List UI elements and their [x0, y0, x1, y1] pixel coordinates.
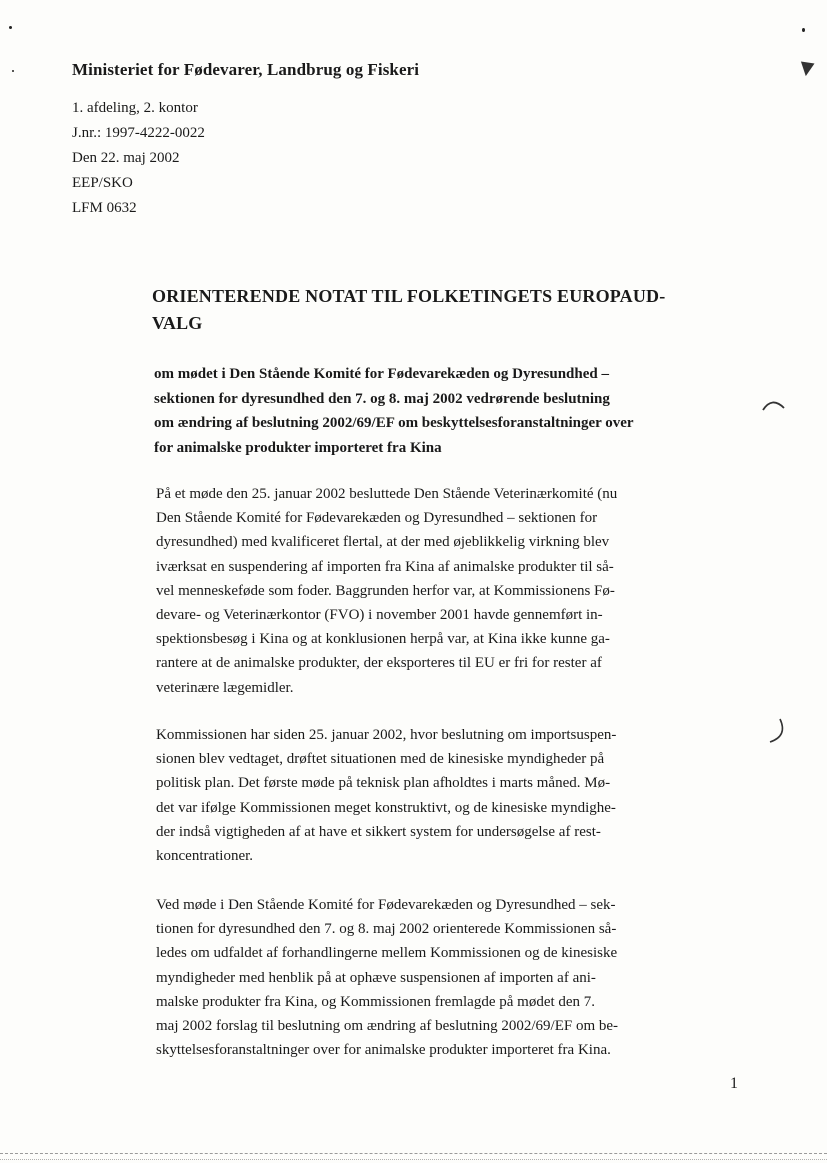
paragraph-line: vel menneskeføde som foder. Baggrunden herfor var, at Kommissionens Fø-	[156, 582, 615, 599]
subject-line: om mødet i Den Stående Komité for Fødevarekæden og Dyresundhed –	[154, 366, 609, 382]
title-line: VALG	[152, 313, 203, 333]
paragraph-line: koncentrationer.	[156, 848, 254, 865]
paragraph-line: der indså vigtigheden af at have et sikkert system for undersøgelse af rest-	[156, 823, 601, 840]
paragraph-line: iværksat en suspendering af importen fra Kina af animalske produkter til så-	[156, 558, 614, 575]
paragraph-line: maj 2002 forslag til beslutning om ændring af beslutning 2002/69/EF om be-	[156, 1018, 619, 1035]
scan-speck	[12, 70, 14, 72]
paragraph-line: politisk plan. Det første møde på teknisk plan afholdtes i marts måned. Mø-	[156, 775, 611, 792]
ministry-name: Ministeriet for Fødevarer, Landbrug og Fiskeri	[72, 60, 420, 79]
paragraph-line: Den Stående Komité for Fødevarekæden og Dyresundhed – sektionen for	[156, 510, 598, 527]
paragraph-commission-talks	[156, 723, 746, 868]
paragraph-line: skyttelsesforanstaltninger over for animalske produkter importeret fra Kina.	[156, 1042, 611, 1059]
document-subject	[154, 362, 744, 460]
subject-line: sektionen for dyresundhed den 7. og 8. maj 2002 vedrørende beslutning	[154, 390, 610, 407]
paragraph-line: myndigheder med henblik på at ophæve suspensionen af importen af ani-	[156, 969, 596, 986]
paragraph-line: rantere at de animalske produkter, der eksporteres til EU er fri for rester af	[156, 655, 602, 672]
subject-line: for animalske produkter importeret fra Kina	[154, 439, 442, 456]
meta-journal-number: J.nr.: 1997-4222-0022	[72, 125, 205, 141]
paragraph-line: På et møde den 25. januar 2002 besluttede Den Stående Veterinærkomité (nu	[156, 486, 618, 502]
paragraph-line: devare- og Veterinærkontor (FVO) i november 2001 havde gennemført in-	[156, 607, 603, 624]
meta-date: Den 22. maj 2002	[72, 150, 180, 166]
paragraph-line: dyresundhed) med kvalificeret flertal, at der med øjeblikkelig virkning blev	[156, 534, 610, 551]
page-number: 1	[730, 1075, 738, 1092]
meta-department: 1. afdeling, 2. kontor	[72, 100, 198, 116]
document-metadata	[72, 96, 205, 221]
scan-mark-arc-icon	[760, 394, 788, 420]
paragraph-line: sionen blev vedtaget, drøftet situationen med de kinesiske myndigheder på	[156, 751, 605, 768]
scan-speck	[802, 28, 805, 32]
scan-speck	[9, 26, 12, 29]
paragraph-line: veterinære lægemidler.	[156, 679, 294, 696]
paragraph-line: spektionsbesøg i Kina og at konklusionen herpå var, at Kina ikke kunne ga-	[156, 631, 610, 648]
scan-mark-bracket-icon	[766, 716, 790, 746]
paragraph-line: Kommissionen har siden 25. januar 2002, hvor beslutning om importsuspen-	[156, 727, 617, 743]
paragraph-line: tionen for dyresundhed den 7. og 8. maj 2002 orienterede Kommissionen så-	[156, 921, 617, 938]
title-line: ORIENTERENDE NOTAT TIL FOLKETINGETS EUROPAUD-	[152, 286, 666, 306]
paragraph-line: Ved møde i Den Stående Komité for Fødevarekæden og Dyresundhed – sek-	[156, 897, 616, 913]
paragraph-line: ledes om udfaldet af forhandlingerne mellem Kommissionen og de kinesiske	[156, 945, 618, 962]
meta-initials: EEP/SKO	[72, 175, 133, 191]
scan-mark-arrow-icon: ▼	[798, 57, 816, 80]
subject-line: om ændring af beslutning 2002/69/EF om beskyttelsesforanstaltninger over	[154, 415, 634, 431]
paragraph-committee-meeting	[156, 893, 746, 1062]
scan-edge-line	[0, 1159, 827, 1160]
paragraph-line: det var ifølge Kommissionen meget konstruktivt, og de kinesiske myndighe-	[156, 799, 616, 816]
meta-reference: LFM 0632	[72, 200, 137, 216]
document-title	[152, 283, 712, 337]
scan-edge-line	[0, 1153, 827, 1157]
paragraph-background	[156, 482, 746, 700]
paragraph-line: malske produkter fra Kina, og Kommissionen fremlagde på mødet den 7.	[156, 993, 596, 1010]
